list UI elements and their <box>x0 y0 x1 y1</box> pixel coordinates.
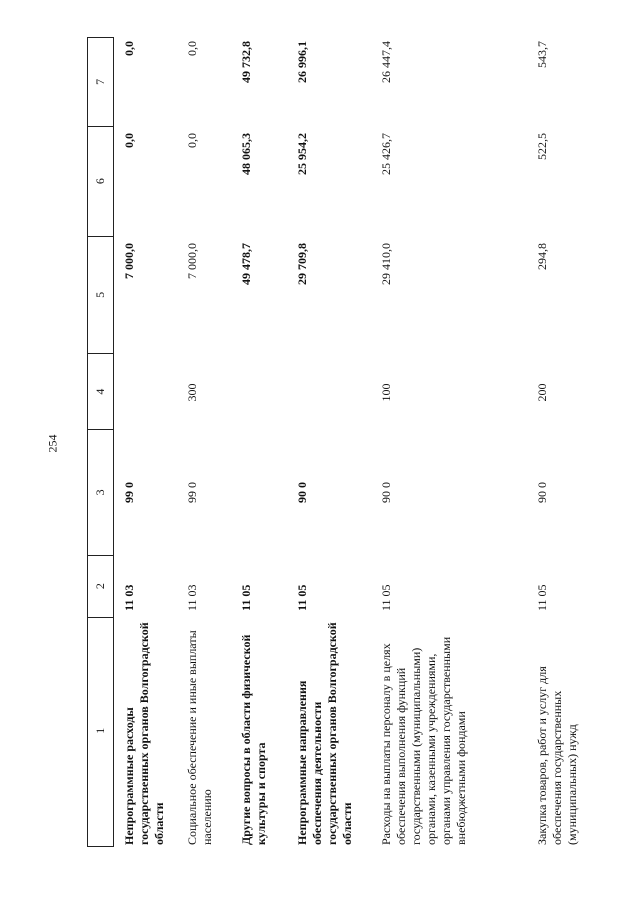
row-amount-2: 0,0 <box>185 133 199 148</box>
page-number: 254 <box>45 434 60 453</box>
row-section: 11 05 <box>535 584 549 611</box>
row-amount-1: 7 000,0 <box>122 243 136 279</box>
header-col-6: 6 <box>88 127 113 237</box>
row-expense-type: 300 <box>185 383 199 402</box>
row-amount-2: 522,5 <box>535 133 549 160</box>
row-amount-1: 49 478,7 <box>239 243 253 285</box>
row-target: 90 0 <box>295 482 309 503</box>
row-amount-1: 7 000,0 <box>185 243 199 279</box>
row-target: 99 0 <box>185 482 199 503</box>
header-col-5: 5 <box>88 237 113 355</box>
header-col-7: 7 <box>88 37 113 127</box>
header-col-3: 3 <box>88 430 113 556</box>
row-name: Непрограммные направления обеспечения деятельности государственных органов Волгоградской области <box>295 622 354 845</box>
row-name: Социальное обеспечение и иные выплаты населению <box>185 630 214 845</box>
row-target: 90 0 <box>379 482 393 503</box>
header-col-1: 1 <box>88 618 113 847</box>
header-col-2: 2 <box>88 556 113 618</box>
row-expense-type: 200 <box>535 383 549 402</box>
row-amount-2: 25 954,2 <box>295 133 309 175</box>
row-section: 11 03 <box>185 584 199 611</box>
table-row <box>122 37 167 847</box>
row-section: 11 05 <box>379 584 393 611</box>
row-amount-3: 26 996,1 <box>295 41 309 83</box>
row-section: 11 05 <box>239 584 253 611</box>
table-header <box>87 37 114 847</box>
row-amount-2: 0,0 <box>122 133 136 148</box>
row-target: 99 0 <box>122 482 136 503</box>
row-amount-2: 48 065,3 <box>239 133 253 175</box>
row-expense-type <box>295 355 355 430</box>
row-amount-3: 0,0 <box>185 41 199 56</box>
row-name: Непрограммные расходы государственных органов Волгоградской области <box>122 622 166 845</box>
row-amount-2: 25 426,7 <box>379 133 393 175</box>
row-section: 11 03 <box>122 584 136 611</box>
row-amount-1: 294,8 <box>535 243 549 270</box>
row-amount-3: 543,7 <box>535 41 549 68</box>
row-target <box>239 430 269 555</box>
table-row <box>295 37 355 847</box>
row-name: Другие вопросы в области физической культуры и спорта <box>239 634 268 845</box>
table-row <box>239 37 269 847</box>
row-name: Закупка товаров, работ и услуг для обеспечения государственных (муниципальных) нужд <box>535 666 579 845</box>
table-row <box>535 37 580 847</box>
row-amount-3: 49 732,8 <box>239 41 253 83</box>
row-name: Расходы на выплаты персоналу в целях обеспечения выполнения функций государственными (муниципальными) органами, казенными учреждениями, органами управления государственными внебюджетными фондами <box>379 636 468 845</box>
row-section: 11 05 <box>295 584 309 611</box>
row-target: 90 0 <box>535 482 549 503</box>
table-row <box>379 37 469 847</box>
budget-table <box>87 37 579 847</box>
row-amount-1: 29 410,0 <box>379 243 393 285</box>
row-amount-1: 29 709,8 <box>295 243 309 285</box>
row-amount-3: 0,0 <box>122 41 136 56</box>
row-expense-type <box>239 355 269 430</box>
row-expense-type <box>122 355 167 430</box>
table-row <box>185 37 215 847</box>
row-amount-3: 26 447,4 <box>379 41 393 83</box>
row-expense-type: 100 <box>379 383 393 402</box>
header-col-4: 4 <box>88 354 113 430</box>
